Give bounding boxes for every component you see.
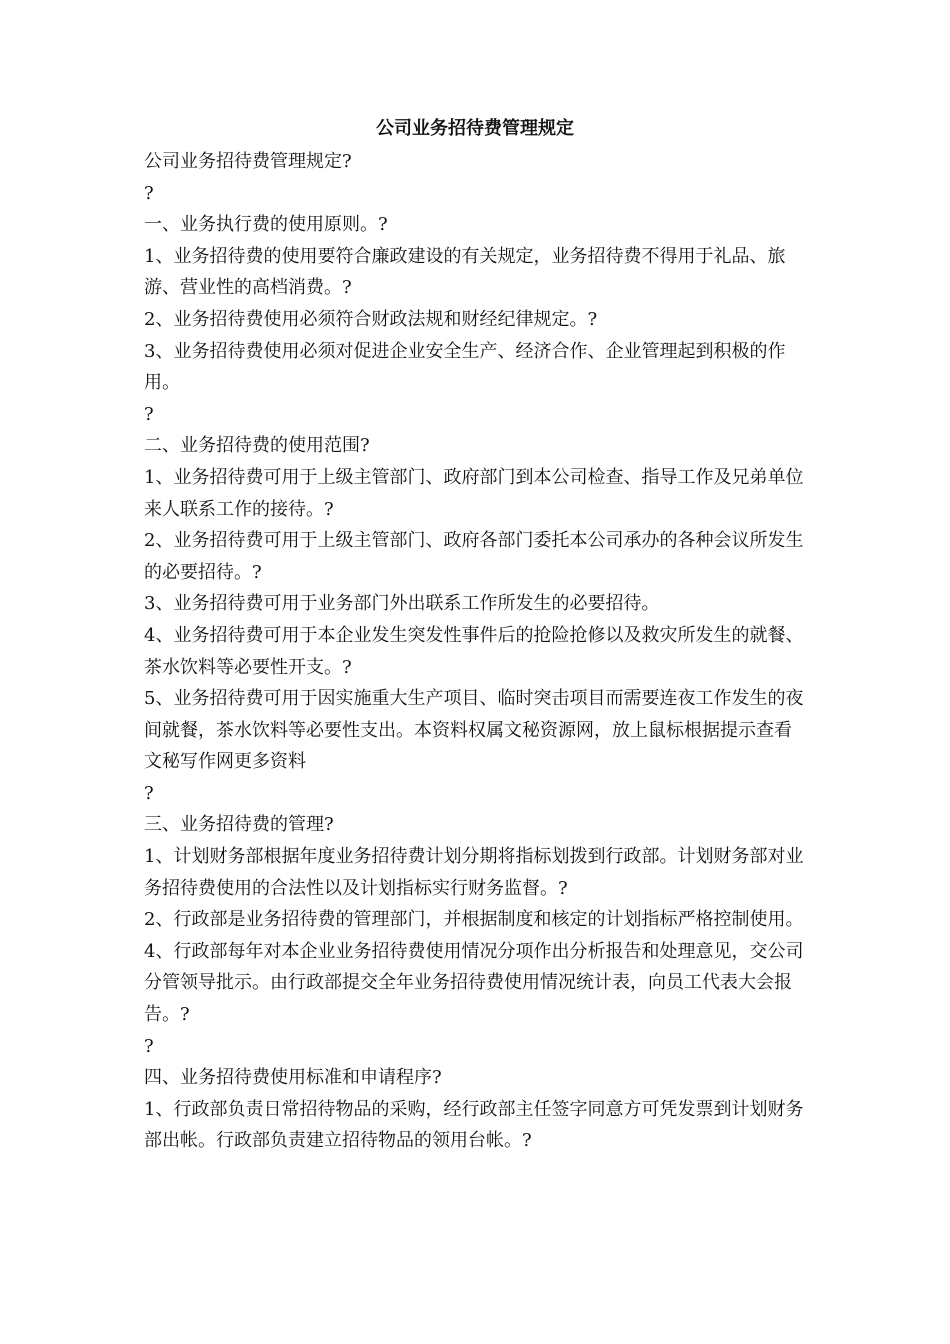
section-heading: 一、业务执行费的使用原则。? — [144, 214, 388, 236]
paragraph: ? — [144, 782, 154, 804]
section-heading: 四、业务招待费使用标准和申请程序? — [144, 1067, 442, 1089]
paragraph: ? — [144, 1035, 154, 1057]
document-title: 公司业务招待费管理规定 — [376, 118, 574, 139]
section-heading: 二、业务招待费的使用范围? — [144, 435, 370, 457]
paragraph: 2、行政部是业务招待费的管理部门，并根据制度和核定的计划指标严格控制使用。 — [144, 909, 804, 931]
document-body — [144, 146, 808, 1157]
paragraph: 4、行政部每年对本企业业务招待费使用情况分项作出分析报告和处理意见，交公司分管领导批示。由行政部提交全年业务招待费使用情况统计表，向员工代表大会报告。? — [144, 940, 804, 1026]
section-heading: 三、业务招待费的管理? — [144, 814, 334, 836]
paragraph: 3、业务招待费可用于业务部门外出联系工作所发生的必要招待。 — [144, 593, 660, 615]
paragraph: 3、业务招待费使用必须对促进企业安全生产、经济合作、企业管理起到积极的作用。 — [144, 340, 786, 394]
paragraph: 1、业务招待费的使用要符合廉政建设的有关规定，业务招待费不得用于礼品、旅游、营业性的高档消费。? — [144, 245, 786, 299]
paragraph: 5、业务招待费可用于因实施重大生产项目、临时突击项目而需要连夜工作发生的夜间就餐，茶水饮料等必要性支出。本资料权属文秘资源网，放上鼠标根据提示查看文秘写作网更多资料 — [144, 688, 804, 773]
paragraph: 1、计划财务部根据年度业务招待费计划分期将指标划拨到行政部。计划财务部对业务招待费使用的合法性以及计划指标实行财务监督。? — [144, 846, 804, 899]
paragraph: 公司业务招待费管理规定? — [144, 151, 352, 172]
paragraph: ? — [144, 403, 154, 425]
paragraph: 1、业务招待费可用于上级主管部门、政府部门到本公司检查、指导工作及兄弟单位来人联系工作的接待。? — [144, 466, 804, 520]
paragraph: 2、业务招待费使用必须符合财政法规和财经纪律规定。? — [144, 308, 598, 330]
paragraph: ? — [144, 182, 154, 204]
paragraph: 1、行政部负责日常招待物品的采购，经行政部主任签字同意方可凭发票到计划财务部出帐。行政部负责建立招待物品的领用台帐。? — [144, 1098, 804, 1152]
paragraph: 4、业务招待费可用于本企业发生突发性事件后的抢险抢修以及救灾所发生的就餐、茶水饮料等必要性开支。? — [144, 624, 804, 678]
paragraph: 2、业务招待费可用于上级主管部门、政府各部门委托本公司承办的各种会议所发生的必要招待。? — [144, 530, 804, 583]
